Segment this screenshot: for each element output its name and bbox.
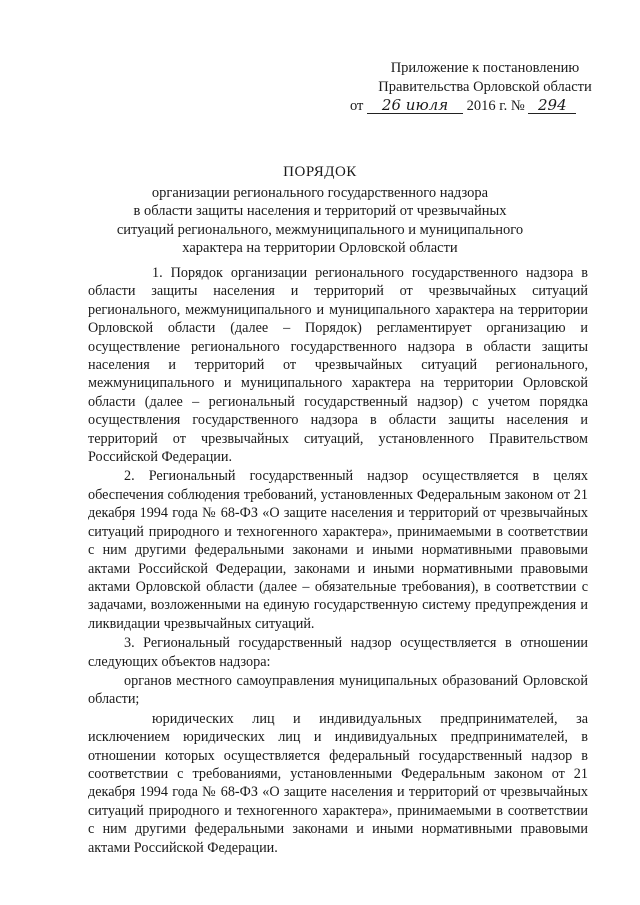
handwritten-date: 26 июля [367, 98, 463, 114]
title-line-4: характера на территории Орловской области [182, 240, 458, 256]
paragraph-3: 3. Региональный государственный надзор осуществляется в отношении следующих объектов надзора: [88, 635, 588, 670]
paragraph-2: 2. Региональный государственный надзор осуществляется в целях обеспечения соблюдения требований, установленных Федеральным законом от 21 декабря 1994 года № 68-ФЗ «О защите населения и территорий от чрезвычайных ситуаций природного и техногенного характера», принимаемыми в соответствии с ним другими федеральными законами и иными нормативными правовыми актами Российской Федерации, законами и иными нормативными правовыми актами Орловской области (далее – обязательные требования), в соответствии с задачами, возложенными на единую государственную систему предупреждения и ликвидации чрезвычайных ситуаций. [88, 468, 588, 632]
year-text: 2016 г. [466, 98, 508, 114]
paragraph-3-item-1: органов местного самоуправления муниципальных образований Орловской области; [88, 672, 588, 708]
number-prefix: № [510, 98, 525, 114]
title-heading: ПОРЯДОК [283, 164, 357, 180]
title-line-3: ситуаций регионального, межмуниципального и муниципального [116, 221, 524, 238]
annex-date-line [350, 97, 620, 116]
annex-line-1: Приложение к постановлению [390, 60, 580, 76]
paragraph-1: 1. Порядок организации регионального государственного надзора в области защиты населения и территорий от чрезвычайных ситуаций регионального, межмуниципального и муниципального характера на территории Орловской области (далее – Порядок) регламентирует организацию и осуществление регионального государственного надзора в области защиты населения и территорий от чрезвычайных ситуаций регионального, межмуниципального и муниципального характера на территории Орловской области (далее – региональный государственный надзор) с учетом порядка осуществления государственного надзора в области защиты населения и территорий от чрезвычайных ситуаций, установленного Правительством Российской Федерации. [88, 265, 588, 466]
annex-header [350, 59, 620, 116]
title-line-2: в области защиты населения и территорий от чрезвычайных [133, 203, 507, 219]
title-line-1: организации регионального государственного надзора [151, 184, 489, 201]
date-prefix: от [350, 98, 364, 114]
document-body [88, 264, 588, 857]
annex-line-2: Правительства Орловской области [378, 79, 592, 95]
handwritten-number: 294 [528, 98, 576, 114]
paragraph-3-item-2: юридических лиц и индивидуальных предпринимателей, за исключением юридических лиц и индивидуальных предпринимателей, в отношении которых осуществляется федеральный государственный надзор в соответствии с требованиями, установленными Федеральным законом от 21 декабря 1994 года № 68-ФЗ «О защите населения и территорий от чрезвычайных ситуаций природного и техногенного характера», принимаемыми в соответствии с ним другими федеральными законами и иными нормативными правовыми актами Российской Федерации. [88, 710, 588, 856]
document-title [80, 163, 560, 258]
